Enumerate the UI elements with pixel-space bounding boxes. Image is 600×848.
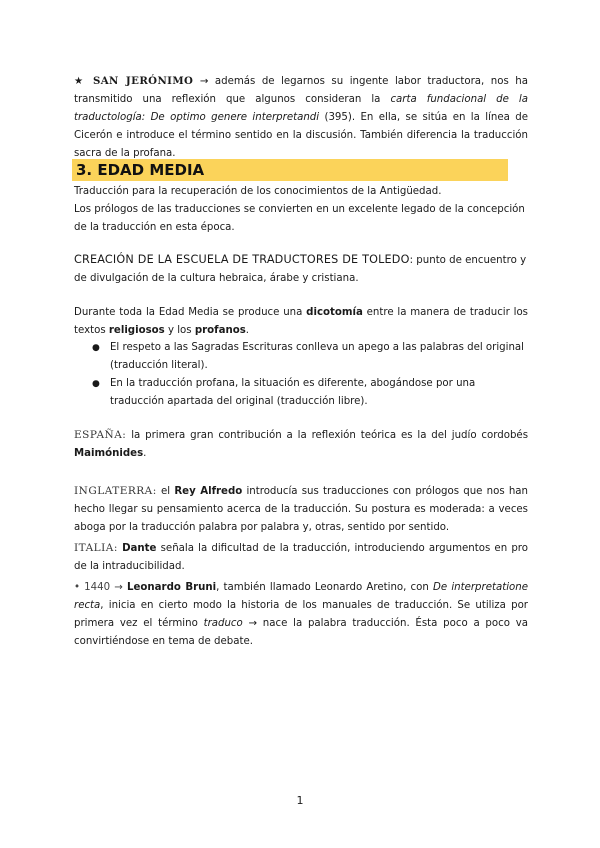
inglaterra-label: INGLATERRA:	[74, 485, 157, 497]
bruni-paragraph: • 1440 → Leonardo Bruni, también llamado Leonardo Aretino, con De interpretatione recta, inicia en cierto modo la historia de los manuales de traducción. Se utiliza por primera vez el término traduco → nace la palabra traducción. Ésta poco a poco va convirtiéndose en tema de debate.	[74, 582, 528, 647]
list-item: ● El respeto a las Sagradas Escrituras conlleva un apego a las palabras del original (traducción literal).	[92, 339, 528, 375]
espana-paragraph: ESPAÑA: la primera gran contribución a la reflexión teórica es la del judío cordobés Maimónides.	[74, 429, 528, 459]
intro-name: SAN JERÓNIMO	[92, 75, 194, 87]
italia-label: ITALIA:	[74, 542, 118, 554]
bullet-icon: ●	[92, 343, 100, 353]
star-icon: ★	[74, 76, 87, 87]
list-item: ● En la traducción profana, la situación es diferente, abogándose por una traducción apartada del original (traducción libre).	[92, 375, 528, 411]
italia-paragraph: ITALIA: Dante señala la dificultad de la traducción, introduciendo argumentos en pro de la intraducibilidad.	[74, 542, 528, 572]
inglaterra-paragraph: INGLATERRA: el Rey Alfredo introducía sus traducciones con prólogos que nos han hecho llegar su pensamiento acerca de la traducción. Su postura es moderada: a veces aboga por la traducción palabra por palabra y, otras, sentido por sentido.	[74, 485, 528, 533]
espana-label: ESPAÑA:	[74, 429, 127, 441]
toledo-title: CREACIÓN DE LA ESCUELA DE TRADUCTORES DE TOLEDO	[74, 253, 410, 266]
arrow-icon: →	[199, 76, 209, 87]
bullet-icon: ●	[92, 379, 100, 389]
section-intro: Traducción para la recuperación de los conocimientos de la Antigüedad. Los prólogos de las traducciones se convierten en un excelente legado de la concepción de la traducción en esta época.	[74, 186, 525, 233]
page-number: 1	[296, 794, 304, 807]
dicotomia-paragraph: Durante toda la Edad Media se produce una dicotomía entre la manera de traducir los textos religiosos y los profanos.	[74, 307, 528, 336]
dicotomia-list	[92, 339, 528, 411]
toledo-paragraph: CREACIÓN DE LA ESCUELA DE TRADUCTORES DE TOLEDO: punto de encuentro y de divulgación de la cultura hebraica, árabe y cristiana.	[74, 253, 527, 284]
section-heading: 3. EDAD MEDIA	[76, 161, 205, 179]
bruni-prefix: • 1440 →	[74, 582, 123, 593]
intro-paragraph: ★ SAN JERÓNIMO → además de legarnos su ingente labor traductora, nos ha transmitido una reflexión que algunos consideran la carta fundacional de la traductología: De optimo genere interpretandi (395). En ella, se sitúa en la línea de Cicerón e introduce el término sentido en la discusión. También diferencia la traducción sacra de la profana.	[74, 75, 529, 159]
